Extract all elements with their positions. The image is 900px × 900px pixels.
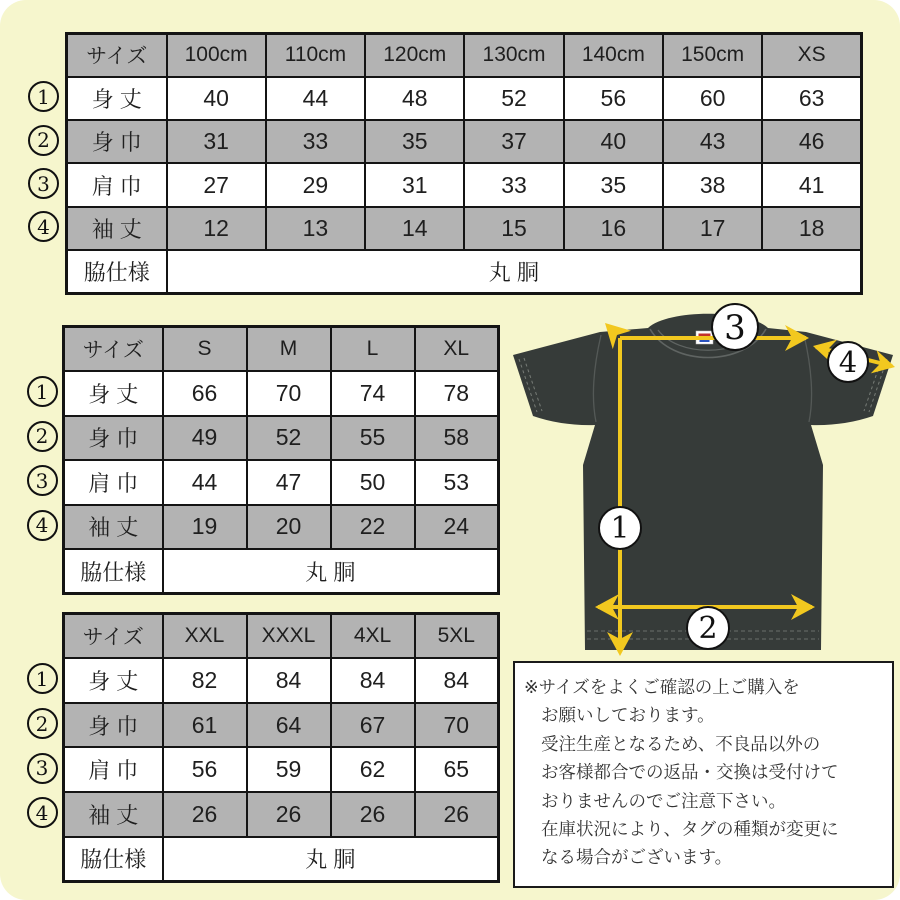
marker-slot xyxy=(22,459,62,504)
row-marker-3: 3 xyxy=(28,168,59,199)
column-header: 120cm xyxy=(365,34,464,77)
marker-spacer xyxy=(22,325,62,370)
marker-slot xyxy=(22,370,62,415)
size-value-cell: 70 xyxy=(415,703,499,748)
column-header: S xyxy=(163,327,247,372)
row-marker-4: 4 xyxy=(27,797,58,828)
size-value-cell: 43 xyxy=(663,120,762,163)
row-label: 袖 丈 xyxy=(64,792,163,837)
big-sizes-block xyxy=(22,612,500,883)
table-row xyxy=(67,207,862,250)
column-header: XXXL xyxy=(247,614,331,659)
size-value-cell: 12 xyxy=(167,207,266,250)
size-value-cell: 49 xyxy=(163,416,247,461)
size-value-cell: 59 xyxy=(247,747,331,792)
side-spec-label: 脇仕様 xyxy=(64,837,163,882)
size-value-cell: 78 xyxy=(415,371,499,416)
marker-slot xyxy=(22,701,62,746)
row-label: 身 丈 xyxy=(64,371,163,416)
row-label: 袖 丈 xyxy=(64,505,163,550)
size-value-cell: 56 xyxy=(564,77,663,120)
size-value-cell: 66 xyxy=(163,371,247,416)
table-row xyxy=(64,371,499,416)
table-footer-row xyxy=(64,549,499,594)
size-value-cell: 64 xyxy=(247,703,331,748)
tshirt-diagram xyxy=(500,295,900,665)
size-value-cell: 14 xyxy=(365,207,464,250)
size-value-cell: 31 xyxy=(365,163,464,206)
table-row xyxy=(64,747,499,792)
column-header: 130cm xyxy=(464,34,563,77)
side-spec-label: 脇仕様 xyxy=(64,549,163,594)
size-value-cell: 41 xyxy=(762,163,861,206)
size-value-cell: 15 xyxy=(464,207,563,250)
row-label: 身 丈 xyxy=(64,658,163,703)
marker-slot xyxy=(22,119,65,162)
size-value-cell: 19 xyxy=(163,505,247,550)
size-value-cell: 50 xyxy=(331,460,415,505)
size-value-cell: 35 xyxy=(564,163,663,206)
size-value-cell: 35 xyxy=(365,120,464,163)
marker-spacer xyxy=(22,32,65,75)
size-value-cell: 29 xyxy=(266,163,365,206)
table-row xyxy=(64,658,499,703)
note-line: おりませんのでご注意下さい。 xyxy=(541,790,786,811)
row-marker-column xyxy=(22,32,65,249)
row-marker-3: 3 xyxy=(27,753,58,784)
size-value-cell: 26 xyxy=(163,792,247,837)
diagram-marker-2: 2 xyxy=(698,611,718,646)
row-marker-2: 2 xyxy=(27,708,58,739)
row-marker-1: 1 xyxy=(28,81,59,112)
size-value-cell: 58 xyxy=(415,416,499,461)
big-sizes-table xyxy=(62,612,500,883)
size-value-cell: 84 xyxy=(247,658,331,703)
row-label: 肩 巾 xyxy=(64,460,163,505)
size-value-cell: 22 xyxy=(331,505,415,550)
kids-sizes-table xyxy=(65,32,863,295)
size-value-cell: 84 xyxy=(331,658,415,703)
row-marker-2: 2 xyxy=(28,125,59,156)
marker-slot xyxy=(22,791,62,836)
row-marker-1: 1 xyxy=(27,376,58,407)
size-value-cell: 16 xyxy=(564,207,663,250)
table-row xyxy=(64,460,499,505)
marker-slot xyxy=(22,414,62,459)
side-spec-value: 丸 胴 xyxy=(163,549,499,594)
size-value-cell: 20 xyxy=(247,505,331,550)
note-line: ※サイズをよくご確認の上ご購入を xyxy=(524,677,800,697)
size-value-cell: 52 xyxy=(247,416,331,461)
row-label: 肩 巾 xyxy=(64,747,163,792)
column-header: 100cm xyxy=(167,34,266,77)
row-label: 身 巾 xyxy=(67,120,167,163)
table-row xyxy=(67,163,862,206)
size-header-label: サイズ xyxy=(64,614,163,659)
size-header-label: サイズ xyxy=(67,34,167,77)
marker-slot xyxy=(22,162,65,205)
adult-sizes-block xyxy=(22,325,500,595)
row-marker-column xyxy=(22,612,62,835)
kids-sizes-block xyxy=(22,32,863,295)
size-value-cell: 33 xyxy=(266,120,365,163)
column-header: L xyxy=(331,327,415,372)
column-header: XXL xyxy=(163,614,247,659)
note-line: なる場合がございます。 xyxy=(541,847,733,868)
table-footer-row xyxy=(67,250,862,293)
column-header: 5XL xyxy=(415,614,499,659)
marker-slot xyxy=(22,746,62,791)
table-footer-row xyxy=(64,837,499,882)
marker-spacer xyxy=(22,612,62,657)
note-line: お客様都合での返品・交換は受付けて xyxy=(541,762,839,783)
size-value-cell: 61 xyxy=(163,703,247,748)
side-spec-value: 丸 胴 xyxy=(163,837,499,882)
size-value-cell: 62 xyxy=(331,747,415,792)
column-header: M xyxy=(247,327,331,372)
column-header: 4XL xyxy=(331,614,415,659)
size-value-cell: 47 xyxy=(247,460,331,505)
size-value-cell: 70 xyxy=(247,371,331,416)
row-marker-2: 2 xyxy=(27,421,58,452)
table-row xyxy=(67,120,862,163)
column-header: 150cm xyxy=(663,34,762,77)
diagram-marker-1: 1 xyxy=(610,511,630,546)
diagram-marker-4: 4 xyxy=(838,345,858,379)
size-value-cell: 37 xyxy=(464,120,563,163)
table-row xyxy=(64,703,499,748)
row-marker-1: 1 xyxy=(27,663,58,694)
size-value-cell: 44 xyxy=(163,460,247,505)
marker-slot xyxy=(22,503,62,548)
adult-sizes-table xyxy=(62,325,500,595)
size-value-cell: 60 xyxy=(663,77,762,120)
column-header: XL xyxy=(415,327,499,372)
row-marker-4: 4 xyxy=(27,510,58,541)
row-marker-3: 3 xyxy=(27,465,58,496)
row-label: 肩 巾 xyxy=(67,163,167,206)
size-value-cell: 46 xyxy=(762,120,861,163)
size-value-cell: 48 xyxy=(365,77,464,120)
size-value-cell: 55 xyxy=(331,416,415,461)
size-value-cell: 84 xyxy=(415,658,499,703)
size-value-cell: 40 xyxy=(167,77,266,120)
diagram-marker-3: 3 xyxy=(724,308,746,348)
table-row xyxy=(67,77,862,120)
size-header-label: サイズ xyxy=(64,327,163,372)
size-value-cell: 26 xyxy=(331,792,415,837)
size-value-cell: 56 xyxy=(163,747,247,792)
size-value-cell: 26 xyxy=(415,792,499,837)
row-marker-column xyxy=(22,325,62,548)
table-row xyxy=(64,505,499,550)
row-label: 身 巾 xyxy=(64,703,163,748)
size-value-cell: 67 xyxy=(331,703,415,748)
column-header: 140cm xyxy=(564,34,663,77)
size-value-cell: 82 xyxy=(163,658,247,703)
row-label: 身 巾 xyxy=(64,416,163,461)
size-value-cell: 52 xyxy=(464,77,563,120)
marker-slot xyxy=(22,75,65,118)
row-label: 袖 丈 xyxy=(67,207,167,250)
size-value-cell: 63 xyxy=(762,77,861,120)
size-value-cell: 27 xyxy=(167,163,266,206)
side-spec-value: 丸 胴 xyxy=(167,250,862,293)
marker-slot xyxy=(22,205,65,248)
row-marker-4: 4 xyxy=(28,211,59,242)
purchase-note-box xyxy=(513,661,894,888)
table-row xyxy=(64,792,499,837)
side-spec-label: 脇仕様 xyxy=(67,250,167,293)
size-value-cell: 38 xyxy=(663,163,762,206)
row-label: 身 丈 xyxy=(67,77,167,120)
size-value-cell: 40 xyxy=(564,120,663,163)
note-line: お願いしております。 xyxy=(541,705,715,726)
table-row xyxy=(64,416,499,461)
size-value-cell: 65 xyxy=(415,747,499,792)
marker-slot xyxy=(22,657,62,702)
size-value-cell: 13 xyxy=(266,207,365,250)
size-value-cell: 18 xyxy=(762,207,861,250)
note-line: 受注生産となるため、不良品以外の xyxy=(541,733,821,754)
column-header: XS xyxy=(762,34,861,77)
size-value-cell: 24 xyxy=(415,505,499,550)
note-line: 在庫状況により、タグの種類が変更に xyxy=(541,819,839,840)
column-header: 110cm xyxy=(266,34,365,77)
size-value-cell: 26 xyxy=(247,792,331,837)
size-value-cell: 74 xyxy=(331,371,415,416)
size-value-cell: 17 xyxy=(663,207,762,250)
size-value-cell: 53 xyxy=(415,460,499,505)
size-value-cell: 31 xyxy=(167,120,266,163)
size-value-cell: 33 xyxy=(464,163,563,206)
size-value-cell: 44 xyxy=(266,77,365,120)
